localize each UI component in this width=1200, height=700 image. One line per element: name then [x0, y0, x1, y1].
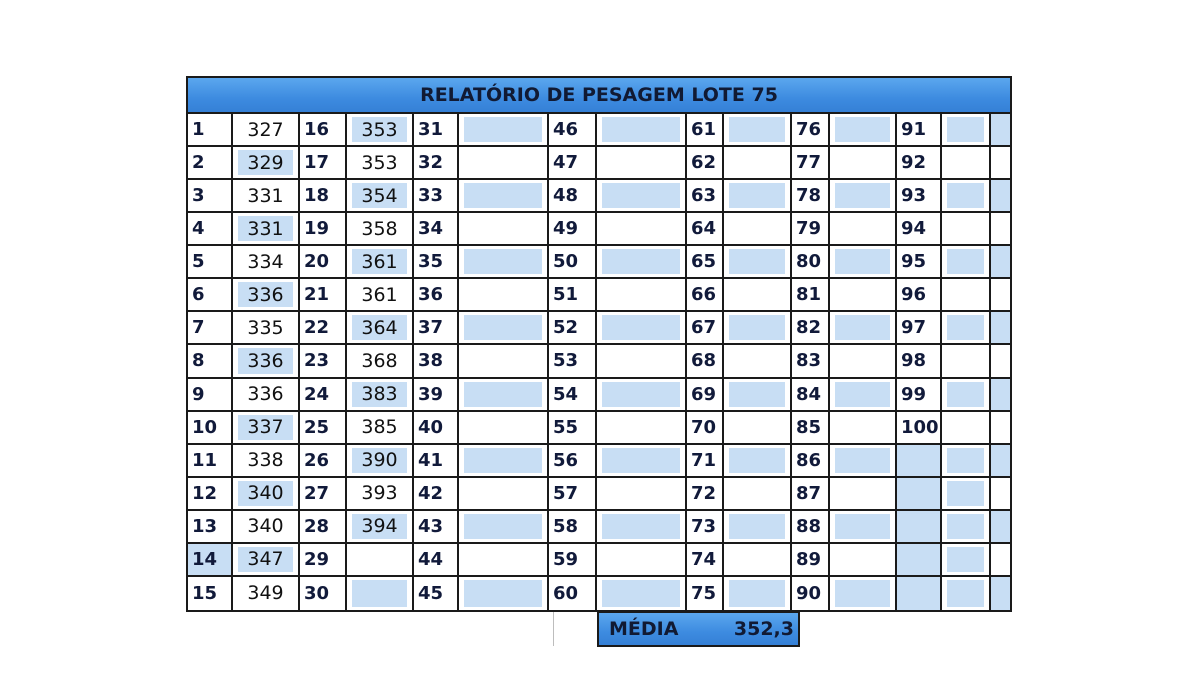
item-number: 3 — [188, 180, 233, 213]
item-weight: 390 — [347, 445, 414, 478]
item-weight — [597, 478, 687, 511]
item-number: 73 — [687, 511, 724, 544]
item-weight — [459, 114, 549, 147]
item-weight: 340 — [233, 478, 300, 511]
item-number: 6 — [188, 279, 233, 312]
item-number: 97 — [897, 312, 942, 345]
item-weight: 353 — [347, 114, 414, 147]
item-weight — [459, 147, 549, 180]
item-number: 19 — [300, 213, 347, 246]
item-weight — [597, 180, 687, 213]
item-weight — [459, 544, 549, 577]
item-number: 68 — [687, 345, 724, 378]
item-number: 87 — [792, 478, 830, 511]
item-number: 41 — [414, 445, 459, 478]
item-number: 67 — [687, 312, 724, 345]
item-weight — [724, 180, 792, 213]
item-weight — [830, 445, 897, 478]
item-number — [897, 577, 942, 610]
item-weight — [724, 379, 792, 412]
item-weight — [830, 577, 897, 610]
trailing-cell — [991, 478, 1010, 511]
item-weight — [942, 345, 991, 378]
item-weight — [830, 246, 897, 279]
item-number: 28 — [300, 511, 347, 544]
item-number: 86 — [792, 445, 830, 478]
item-number: 78 — [792, 180, 830, 213]
item-weight — [942, 379, 991, 412]
item-weight — [942, 478, 991, 511]
item-weight — [459, 312, 549, 345]
item-number: 9 — [188, 379, 233, 412]
item-number: 15 — [188, 577, 233, 610]
item-number: 7 — [188, 312, 233, 345]
report-title: RELATÓRIO DE PESAGEM LOTE 75 — [188, 78, 1010, 114]
item-number: 70 — [687, 412, 724, 445]
item-number: 56 — [549, 445, 597, 478]
item-number: 20 — [300, 246, 347, 279]
item-number: 40 — [414, 412, 459, 445]
trailing-cell — [991, 279, 1010, 312]
item-number: 1 — [188, 114, 233, 147]
item-number: 50 — [549, 246, 597, 279]
item-weight: 353 — [347, 147, 414, 180]
item-weight: 358 — [347, 213, 414, 246]
item-weight — [597, 312, 687, 345]
item-weight — [597, 445, 687, 478]
item-number: 59 — [549, 544, 597, 577]
item-weight: 327 — [233, 114, 300, 147]
item-number: 26 — [300, 445, 347, 478]
item-number: 21 — [300, 279, 347, 312]
item-weight — [724, 544, 792, 577]
weights-grid — [188, 114, 1010, 610]
item-weight — [830, 511, 897, 544]
item-number: 91 — [897, 114, 942, 147]
item-number: 2 — [188, 147, 233, 180]
item-number: 89 — [792, 544, 830, 577]
item-weight: 329 — [233, 147, 300, 180]
item-weight — [830, 279, 897, 312]
item-number: 46 — [549, 114, 597, 147]
item-weight — [459, 412, 549, 445]
item-number: 77 — [792, 147, 830, 180]
item-number: 82 — [792, 312, 830, 345]
trailing-cell — [991, 445, 1010, 478]
item-number: 18 — [300, 180, 347, 213]
item-weight — [459, 511, 549, 544]
trailing-cell — [991, 213, 1010, 246]
item-weight — [724, 511, 792, 544]
item-weight: 349 — [233, 577, 300, 610]
trailing-cell — [991, 180, 1010, 213]
item-number: 17 — [300, 147, 347, 180]
item-number: 63 — [687, 180, 724, 213]
item-number: 93 — [897, 180, 942, 213]
item-weight — [830, 147, 897, 180]
item-weight — [459, 279, 549, 312]
item-weight — [830, 478, 897, 511]
item-number: 49 — [549, 213, 597, 246]
divider-line — [553, 612, 554, 646]
item-weight — [942, 312, 991, 345]
item-number — [897, 478, 942, 511]
item-number — [897, 445, 942, 478]
item-weight — [724, 412, 792, 445]
item-weight — [830, 345, 897, 378]
item-weight — [830, 180, 897, 213]
item-weight — [597, 577, 687, 610]
item-weight — [724, 445, 792, 478]
item-weight — [459, 478, 549, 511]
item-number: 14 — [188, 544, 233, 577]
item-weight: 393 — [347, 478, 414, 511]
item-weight: 368 — [347, 345, 414, 378]
item-weight — [459, 180, 549, 213]
item-number: 45 — [414, 577, 459, 610]
trailing-cell — [991, 312, 1010, 345]
item-weight — [942, 213, 991, 246]
item-number: 31 — [414, 114, 459, 147]
item-weight — [724, 114, 792, 147]
item-number: 8 — [188, 345, 233, 378]
item-weight — [597, 345, 687, 378]
item-number: 29 — [300, 544, 347, 577]
trailing-cell — [991, 412, 1010, 445]
item-number: 48 — [549, 180, 597, 213]
item-weight — [942, 279, 991, 312]
item-weight: 361 — [347, 279, 414, 312]
item-number: 23 — [300, 345, 347, 378]
item-weight — [830, 544, 897, 577]
item-number: 16 — [300, 114, 347, 147]
item-weight: 337 — [233, 412, 300, 445]
average-value: 352,3 — [733, 618, 794, 640]
item-weight — [597, 544, 687, 577]
item-number: 27 — [300, 478, 347, 511]
trailing-cell — [991, 345, 1010, 378]
item-weight — [597, 213, 687, 246]
item-weight — [459, 577, 549, 610]
item-number: 72 — [687, 478, 724, 511]
item-number: 30 — [300, 577, 347, 610]
item-weight — [459, 213, 549, 246]
item-number: 81 — [792, 279, 830, 312]
item-number: 83 — [792, 345, 830, 378]
item-number: 94 — [897, 213, 942, 246]
item-weight — [724, 312, 792, 345]
item-number: 33 — [414, 180, 459, 213]
item-weight — [597, 114, 687, 147]
item-weight — [347, 544, 414, 577]
item-number: 11 — [188, 445, 233, 478]
item-number: 4 — [188, 213, 233, 246]
item-weight: 361 — [347, 246, 414, 279]
item-weight — [942, 577, 991, 610]
item-weight: 340 — [233, 511, 300, 544]
item-number: 69 — [687, 379, 724, 412]
item-number: 22 — [300, 312, 347, 345]
item-number: 12 — [188, 478, 233, 511]
item-weight — [724, 577, 792, 610]
item-weight: 331 — [233, 213, 300, 246]
item-number: 66 — [687, 279, 724, 312]
item-number: 51 — [549, 279, 597, 312]
item-number: 62 — [687, 147, 724, 180]
average-box — [597, 611, 800, 647]
item-weight: 335 — [233, 312, 300, 345]
item-number: 99 — [897, 379, 942, 412]
item-weight: 336 — [233, 279, 300, 312]
item-weight: 364 — [347, 312, 414, 345]
item-number: 58 — [549, 511, 597, 544]
item-weight — [830, 412, 897, 445]
item-weight — [830, 213, 897, 246]
item-weight: 383 — [347, 379, 414, 412]
item-weight — [597, 147, 687, 180]
trailing-cell — [991, 147, 1010, 180]
item-number: 43 — [414, 511, 459, 544]
item-number: 76 — [792, 114, 830, 147]
item-number: 88 — [792, 511, 830, 544]
trailing-cell — [991, 544, 1010, 577]
item-weight — [830, 312, 897, 345]
item-weight: 338 — [233, 445, 300, 478]
item-weight — [459, 246, 549, 279]
item-weight — [942, 147, 991, 180]
item-number: 96 — [897, 279, 942, 312]
item-number: 64 — [687, 213, 724, 246]
item-weight — [942, 412, 991, 445]
item-weight — [597, 279, 687, 312]
item-number: 53 — [549, 345, 597, 378]
item-number: 71 — [687, 445, 724, 478]
item-weight — [830, 114, 897, 147]
trailing-cell — [991, 246, 1010, 279]
item-number: 98 — [897, 345, 942, 378]
item-number: 75 — [687, 577, 724, 610]
item-number: 61 — [687, 114, 724, 147]
item-number: 13 — [188, 511, 233, 544]
item-weight — [942, 445, 991, 478]
item-weight — [459, 379, 549, 412]
item-weight — [724, 246, 792, 279]
item-number: 90 — [792, 577, 830, 610]
item-weight — [459, 345, 549, 378]
item-number: 47 — [549, 147, 597, 180]
item-weight — [597, 511, 687, 544]
item-number: 57 — [549, 478, 597, 511]
item-number: 92 — [897, 147, 942, 180]
weighing-report-table — [186, 76, 1012, 612]
item-number: 39 — [414, 379, 459, 412]
item-number: 74 — [687, 544, 724, 577]
item-weight — [724, 478, 792, 511]
item-number: 65 — [687, 246, 724, 279]
item-weight: 336 — [233, 379, 300, 412]
item-weight — [942, 114, 991, 147]
item-weight: 385 — [347, 412, 414, 445]
item-weight: 334 — [233, 246, 300, 279]
item-weight: 347 — [233, 544, 300, 577]
item-weight — [724, 345, 792, 378]
item-number: 85 — [792, 412, 830, 445]
item-weight — [459, 445, 549, 478]
item-weight — [724, 279, 792, 312]
item-weight — [830, 379, 897, 412]
item-number: 79 — [792, 213, 830, 246]
item-weight: 394 — [347, 511, 414, 544]
item-number: 100 — [897, 412, 942, 445]
item-number: 34 — [414, 213, 459, 246]
item-number: 35 — [414, 246, 459, 279]
trailing-cell — [991, 577, 1010, 610]
item-number: 36 — [414, 279, 459, 312]
item-number: 60 — [549, 577, 597, 610]
item-weight — [597, 412, 687, 445]
item-weight: 354 — [347, 180, 414, 213]
item-weight — [942, 511, 991, 544]
item-number: 55 — [549, 412, 597, 445]
average-label: MÉDIA — [609, 618, 679, 640]
item-number — [897, 511, 942, 544]
item-number: 54 — [549, 379, 597, 412]
item-weight — [942, 246, 991, 279]
item-number: 38 — [414, 345, 459, 378]
trailing-cell — [991, 379, 1010, 412]
item-weight — [597, 379, 687, 412]
item-number: 10 — [188, 412, 233, 445]
item-number — [897, 544, 942, 577]
item-number: 42 — [414, 478, 459, 511]
item-weight — [942, 544, 991, 577]
item-number: 80 — [792, 246, 830, 279]
item-weight — [597, 246, 687, 279]
item-weight — [724, 213, 792, 246]
item-weight: 336 — [233, 345, 300, 378]
item-weight: 331 — [233, 180, 300, 213]
item-weight — [347, 577, 414, 610]
trailing-cell — [991, 511, 1010, 544]
trailing-cell — [991, 114, 1010, 147]
item-number: 5 — [188, 246, 233, 279]
item-number: 52 — [549, 312, 597, 345]
item-number: 44 — [414, 544, 459, 577]
item-number: 32 — [414, 147, 459, 180]
item-weight — [942, 180, 991, 213]
item-number: 37 — [414, 312, 459, 345]
item-number: 24 — [300, 379, 347, 412]
item-number: 95 — [897, 246, 942, 279]
item-number: 25 — [300, 412, 347, 445]
item-number: 84 — [792, 379, 830, 412]
item-weight — [724, 147, 792, 180]
